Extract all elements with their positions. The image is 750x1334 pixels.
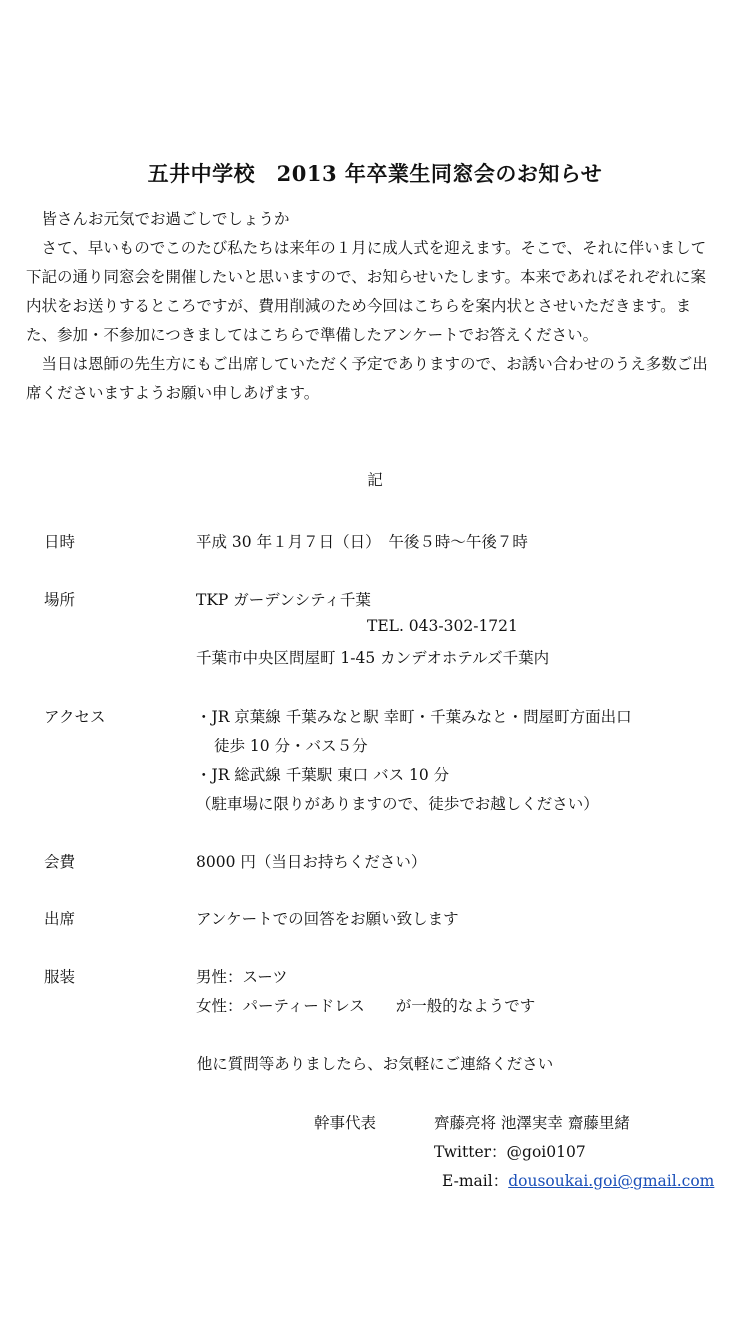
email-line <box>442 1169 714 1191</box>
greeting-paragraph: 皆さんお元気でお過ごしでしょうか <box>41 210 290 228</box>
organizer-label: 幹事代表 <box>314 1114 377 1132</box>
email-link[interactable]: dousoukai.goi@gmail.com <box>508 1172 715 1190</box>
attendance-value: アンケートでの回答をお願い致します <box>196 910 459 928</box>
place-tel: TEL. 043-302-1721 <box>367 617 518 635</box>
closing-note: 他に質問等ありましたら、お気軽にご連絡ください <box>196 1055 554 1073</box>
access-line-3: ・JR 総武線 千葉駅 東口 バス 10 分 <box>196 766 450 784</box>
twitter-handle: Twitter：@goi0107 <box>434 1143 586 1161</box>
announcement-paragraph: さて、早いものでこのたび私たちは来年の１月に成人式を迎えます。そこで、それに伴いまして下記の通り同窓会を開催したいと思いますので、お知らせいたします。本来であればそれぞれに案内状をお送りするところですが、費用削減のため今回はこちらを案内状とさせいただきます。また、参加・不参加につきましてはこちらで準備したアンケートでお答えください。 <box>26 239 707 344</box>
dress-label: 服装 <box>44 968 76 986</box>
dress-women: 女性：パーティードレス が一般的なようです <box>196 997 536 1015</box>
attendance-label: 出席 <box>44 910 76 928</box>
access-line-1: ・JR 京葉線 千葉みなと駅 幸町・千葉みなと・問屋町方面出口 <box>196 708 632 726</box>
organizer-names: 齊藤亮将 池澤実幸 齋藤里緒 <box>434 1114 630 1132</box>
date-value: 平成 30 年１月７日（日） 午後５時〜午後７時 <box>196 533 528 551</box>
access-line-2: 徒歩 10 分・バス５分 <box>214 737 368 755</box>
intro-text <box>26 205 710 408</box>
email-prefix: E-mail： <box>442 1172 509 1190</box>
notice-title: 五井中学校 2013 年卒業生同窓会のお知らせ <box>147 161 603 186</box>
fee-label: 会費 <box>44 853 76 871</box>
ki-heading: 記 <box>367 471 383 489</box>
date-label: 日時 <box>44 533 76 551</box>
access-label: アクセス <box>44 708 106 726</box>
place-label: 場所 <box>44 591 76 609</box>
place-name: TKP ガーデンシティ千葉 <box>196 591 371 609</box>
access-line-4: （駐車場に限りがありますので、徒歩でお越しください） <box>196 795 599 813</box>
invitation-paragraph: 当日は恩師の先生方にもご出席していただく予定でありますので、お誘い合わせのうえ多数ご出席くださいますようお願い申しあげます。 <box>26 355 708 402</box>
fee-value: 8000 円（当日お持ちください） <box>196 853 427 871</box>
dress-men: 男性：スーツ <box>196 968 288 986</box>
place-address: 千葉市中央区問屋町 1-45 カンデオホテルズ千葉内 <box>196 649 550 667</box>
